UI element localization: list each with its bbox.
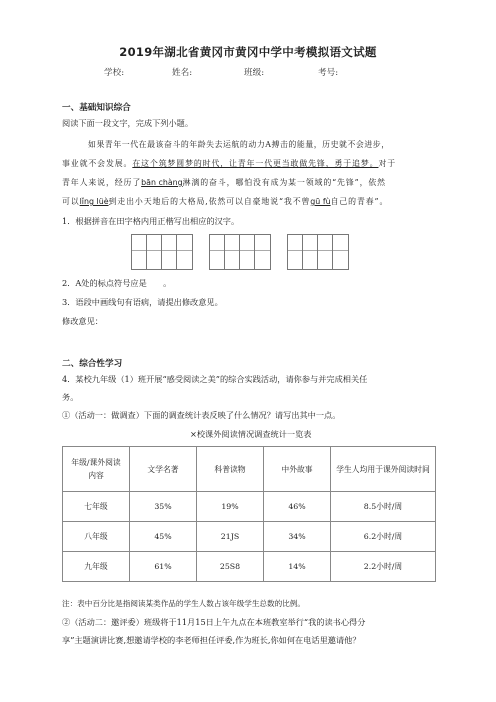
table-row [63, 492, 436, 522]
grid-cell[interactable] [240, 235, 255, 269]
class-field: 班级: [244, 68, 265, 78]
cell-science: 21JS [197, 522, 264, 552]
reading-instruction: 阅读下面一段文字，完成下列小题。 [62, 118, 194, 128]
section-heading-comprehensive: 二、综合性学习 [62, 359, 123, 369]
cell-stories: 14% [264, 552, 331, 582]
section-heading-basic: 一、基础知识综合 [62, 103, 131, 113]
cell-stories: 34% [264, 522, 331, 552]
header-classics: 文学名著 [130, 447, 197, 492]
grid-cell[interactable] [225, 235, 240, 269]
pinyin-gu-fu: gū fù [310, 197, 331, 206]
revision-answer-label: 修改意见： [62, 316, 103, 326]
grid-cell[interactable] [177, 235, 192, 269]
grid-cell[interactable] [318, 235, 333, 269]
cell-time: 6.2小时/周 [331, 522, 436, 552]
name-field: 姓名: [172, 68, 193, 78]
passage-line-4: 可以lǐng lüè到走出小天地后的大格局,依然可以自豪地说“我不曾gū fù自己的青春”。 [62, 197, 389, 206]
header-reading-time: 学生人均用于课外阅读时间 [331, 447, 436, 492]
table-row [63, 552, 436, 582]
passage-line-3: 青年人来说，经历了bān chàng淋漓的奋斗，哪怕没有成为某一领域的“先锋”，依然 [62, 178, 386, 187]
grid-cell[interactable] [288, 235, 303, 269]
pinyin-ling-lue: lǐng lüè [79, 197, 109, 206]
tianzige-grid-2[interactable] [209, 234, 271, 270]
exam-number-field: 考号: [318, 68, 339, 78]
cell-stories: 46% [264, 492, 331, 522]
tianzige-grid-3[interactable] [287, 234, 349, 270]
school-field: 学校: [104, 68, 125, 78]
grid-cell[interactable] [210, 235, 225, 269]
reading-survey-table [62, 446, 436, 582]
table-title: ×校课外阅读情况调查统计一览表 [190, 429, 312, 439]
question-4-line-1: 4．某校九年级（1）班开展“感受阅读之美”的综合实践活动，请你参与并完成相关任 [62, 374, 368, 384]
question-3: 3．语段中画线句有语病，请提出修改意见。 [62, 297, 223, 307]
cell-science: 25S8 [197, 552, 264, 582]
cell-grade: 七年级 [63, 492, 130, 522]
table-footnote: 注：表中百分比是指阅读某类作品的学生人数占该年级学生总数的比例。 [62, 599, 305, 608]
question-2: 2．A处的标点符号应是 。 [62, 278, 172, 288]
cell-time: 2.2小时/周 [331, 552, 436, 582]
grid-cell[interactable] [303, 235, 318, 269]
cell-science: 19% [197, 492, 264, 522]
pinyin-ban-chang: bān chàng [141, 178, 183, 187]
question-1: 1．根据拼音在田字格内用正楷写出相应的汉字。 [62, 216, 240, 226]
tianzige-grid-1[interactable] [131, 234, 193, 270]
header-science: 科普读物 [197, 447, 264, 492]
cell-classics: 45% [130, 522, 197, 552]
passage-line-1: 如果青年一代在最该奋斗的年龄失去运航的动力A搏击的能量，历史就不会进步， [88, 140, 390, 149]
cell-grade: 九年级 [63, 552, 130, 582]
cell-classics: 61% [130, 552, 197, 582]
header-stories: 中外故事 [264, 447, 331, 492]
question-4-line-2: 务。 [62, 392, 79, 402]
grid-cell[interactable] [147, 235, 162, 269]
exam-title: 2019年湖北省黄冈市黄冈中学中考模拟语文试题 [119, 45, 377, 59]
grid-cell[interactable] [333, 235, 348, 269]
activity-2-line-1: ②（活动二：邀评委）班级将于11月15日上午九点在本班教室举行“我的读书心得分 [62, 617, 366, 627]
grid-cell[interactable] [255, 235, 270, 269]
cell-time: 8.5小时/周 [331, 492, 436, 522]
cell-classics: 35% [130, 492, 197, 522]
activity-1-prompt: ①（活动一：做调查）下面的调查统计表反映了什么情况？请写出其中一点。 [62, 410, 341, 420]
grid-cell[interactable] [132, 235, 147, 269]
underlined-sentence: 在这个筑梦圆梦的时代，让青年一代更当敢做先锋，勇于追梦。 [132, 159, 379, 168]
table-header-row [63, 447, 436, 492]
table-row [63, 522, 436, 552]
activity-2-line-2: 享”主题演讲比赛,想邀请学校的李老师担任评委,作为班长,你如何在电话里邀请他？ [62, 635, 361, 645]
grid-cell[interactable] [162, 235, 177, 269]
cell-grade: 八年级 [63, 522, 130, 552]
header-grade: 年级/课外阅读内容 [63, 447, 130, 492]
passage-line-2: 事业就不会发展。在这个筑梦圆梦的时代，让青年一代更当敢做先锋，勇于追梦。对于 [62, 159, 397, 168]
